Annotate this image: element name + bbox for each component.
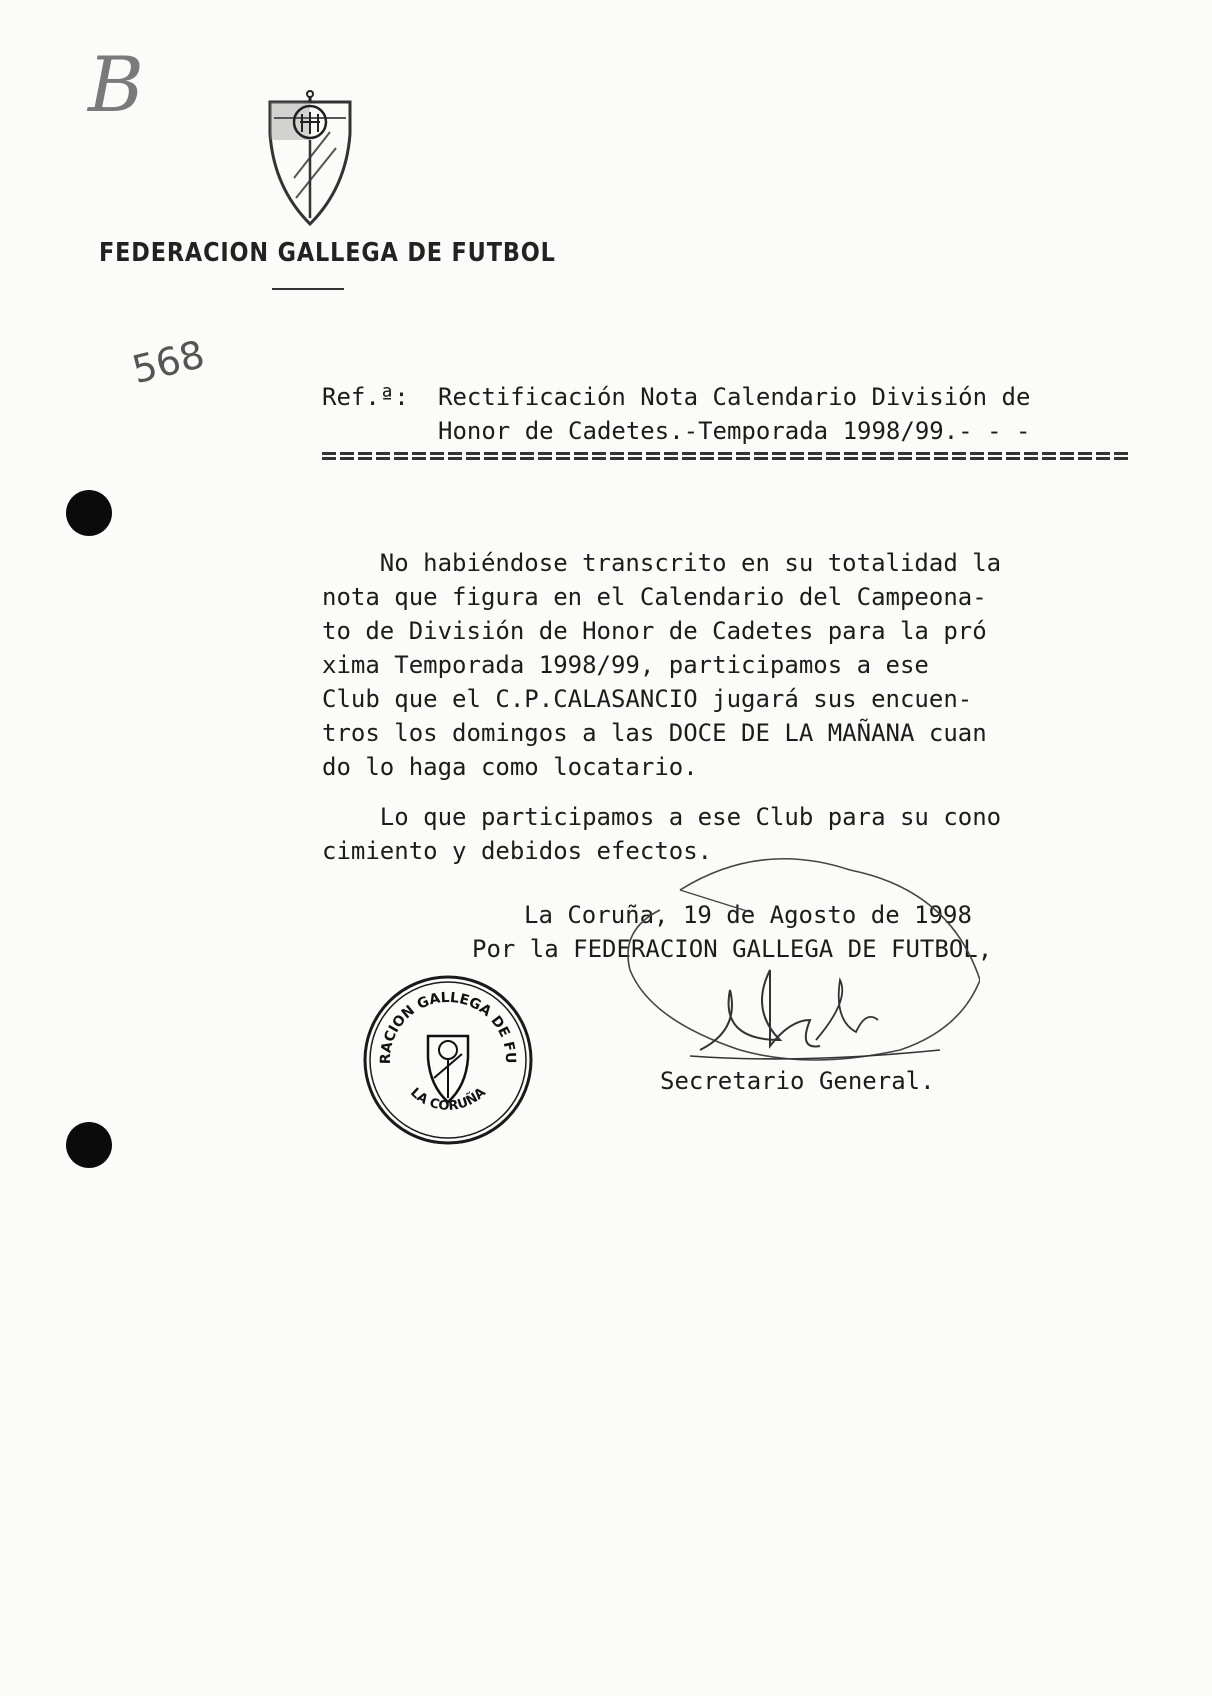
stamp-bottom-text: LA CORUÑA xyxy=(407,1085,489,1115)
handwritten-letter: B xyxy=(88,40,144,129)
body-line: cimiento y debidos efectos. xyxy=(322,837,713,865)
by-line: Por la FEDERACION GALLEGA DE FUTBOL, xyxy=(472,935,993,963)
body-line: Lo que participamos a ese Club para su cono xyxy=(322,803,1002,831)
body-line: Club que el C.P.CALASANCIO jugará sus encuen- xyxy=(322,685,973,713)
signatory-role: Secretario General. xyxy=(660,1067,935,1095)
ref-line-2: Honor de Cadetes.-Temporada 1998/99.- - - xyxy=(438,417,1031,445)
body-line: do lo haga como locatario. xyxy=(322,753,698,781)
organization-name: FEDERACION GALLEGA DE FUTBOL xyxy=(99,238,556,268)
punch-hole-icon xyxy=(66,490,112,536)
ref-line-1: Rectificación Nota Calendario División de xyxy=(438,383,1031,411)
letterhead-rule xyxy=(272,288,344,290)
stamp-icon xyxy=(362,974,534,1146)
body-line: nota que figura en el Calendario del Campeona- xyxy=(322,583,987,611)
punch-hole-icon xyxy=(66,1122,112,1168)
crest-icon xyxy=(266,88,354,228)
body-line: tros los domingos a las DOCE DE LA MAÑANA cuan xyxy=(322,719,987,747)
stamp-top-text: RACION GALLEGA DE FU xyxy=(377,989,519,1065)
body-line: to de División de Honor de Cadetes para la pró xyxy=(322,617,987,645)
svg-text:FEDERACION GALLEGA DE FUTBOL xyxy=(362,974,518,1064)
separator-line xyxy=(322,450,1130,462)
body-line: xima Temporada 1998/99, participamos a ese xyxy=(322,651,929,679)
signature-icon xyxy=(620,850,980,1120)
place-date: La Coruña, 19 de Agosto de 1998 xyxy=(524,901,972,929)
body-line: No habiéndose transcrito en su totalidad la xyxy=(322,549,1002,577)
handwritten-number: 568 xyxy=(127,331,209,393)
ref-label: Ref.ª: xyxy=(322,383,409,411)
